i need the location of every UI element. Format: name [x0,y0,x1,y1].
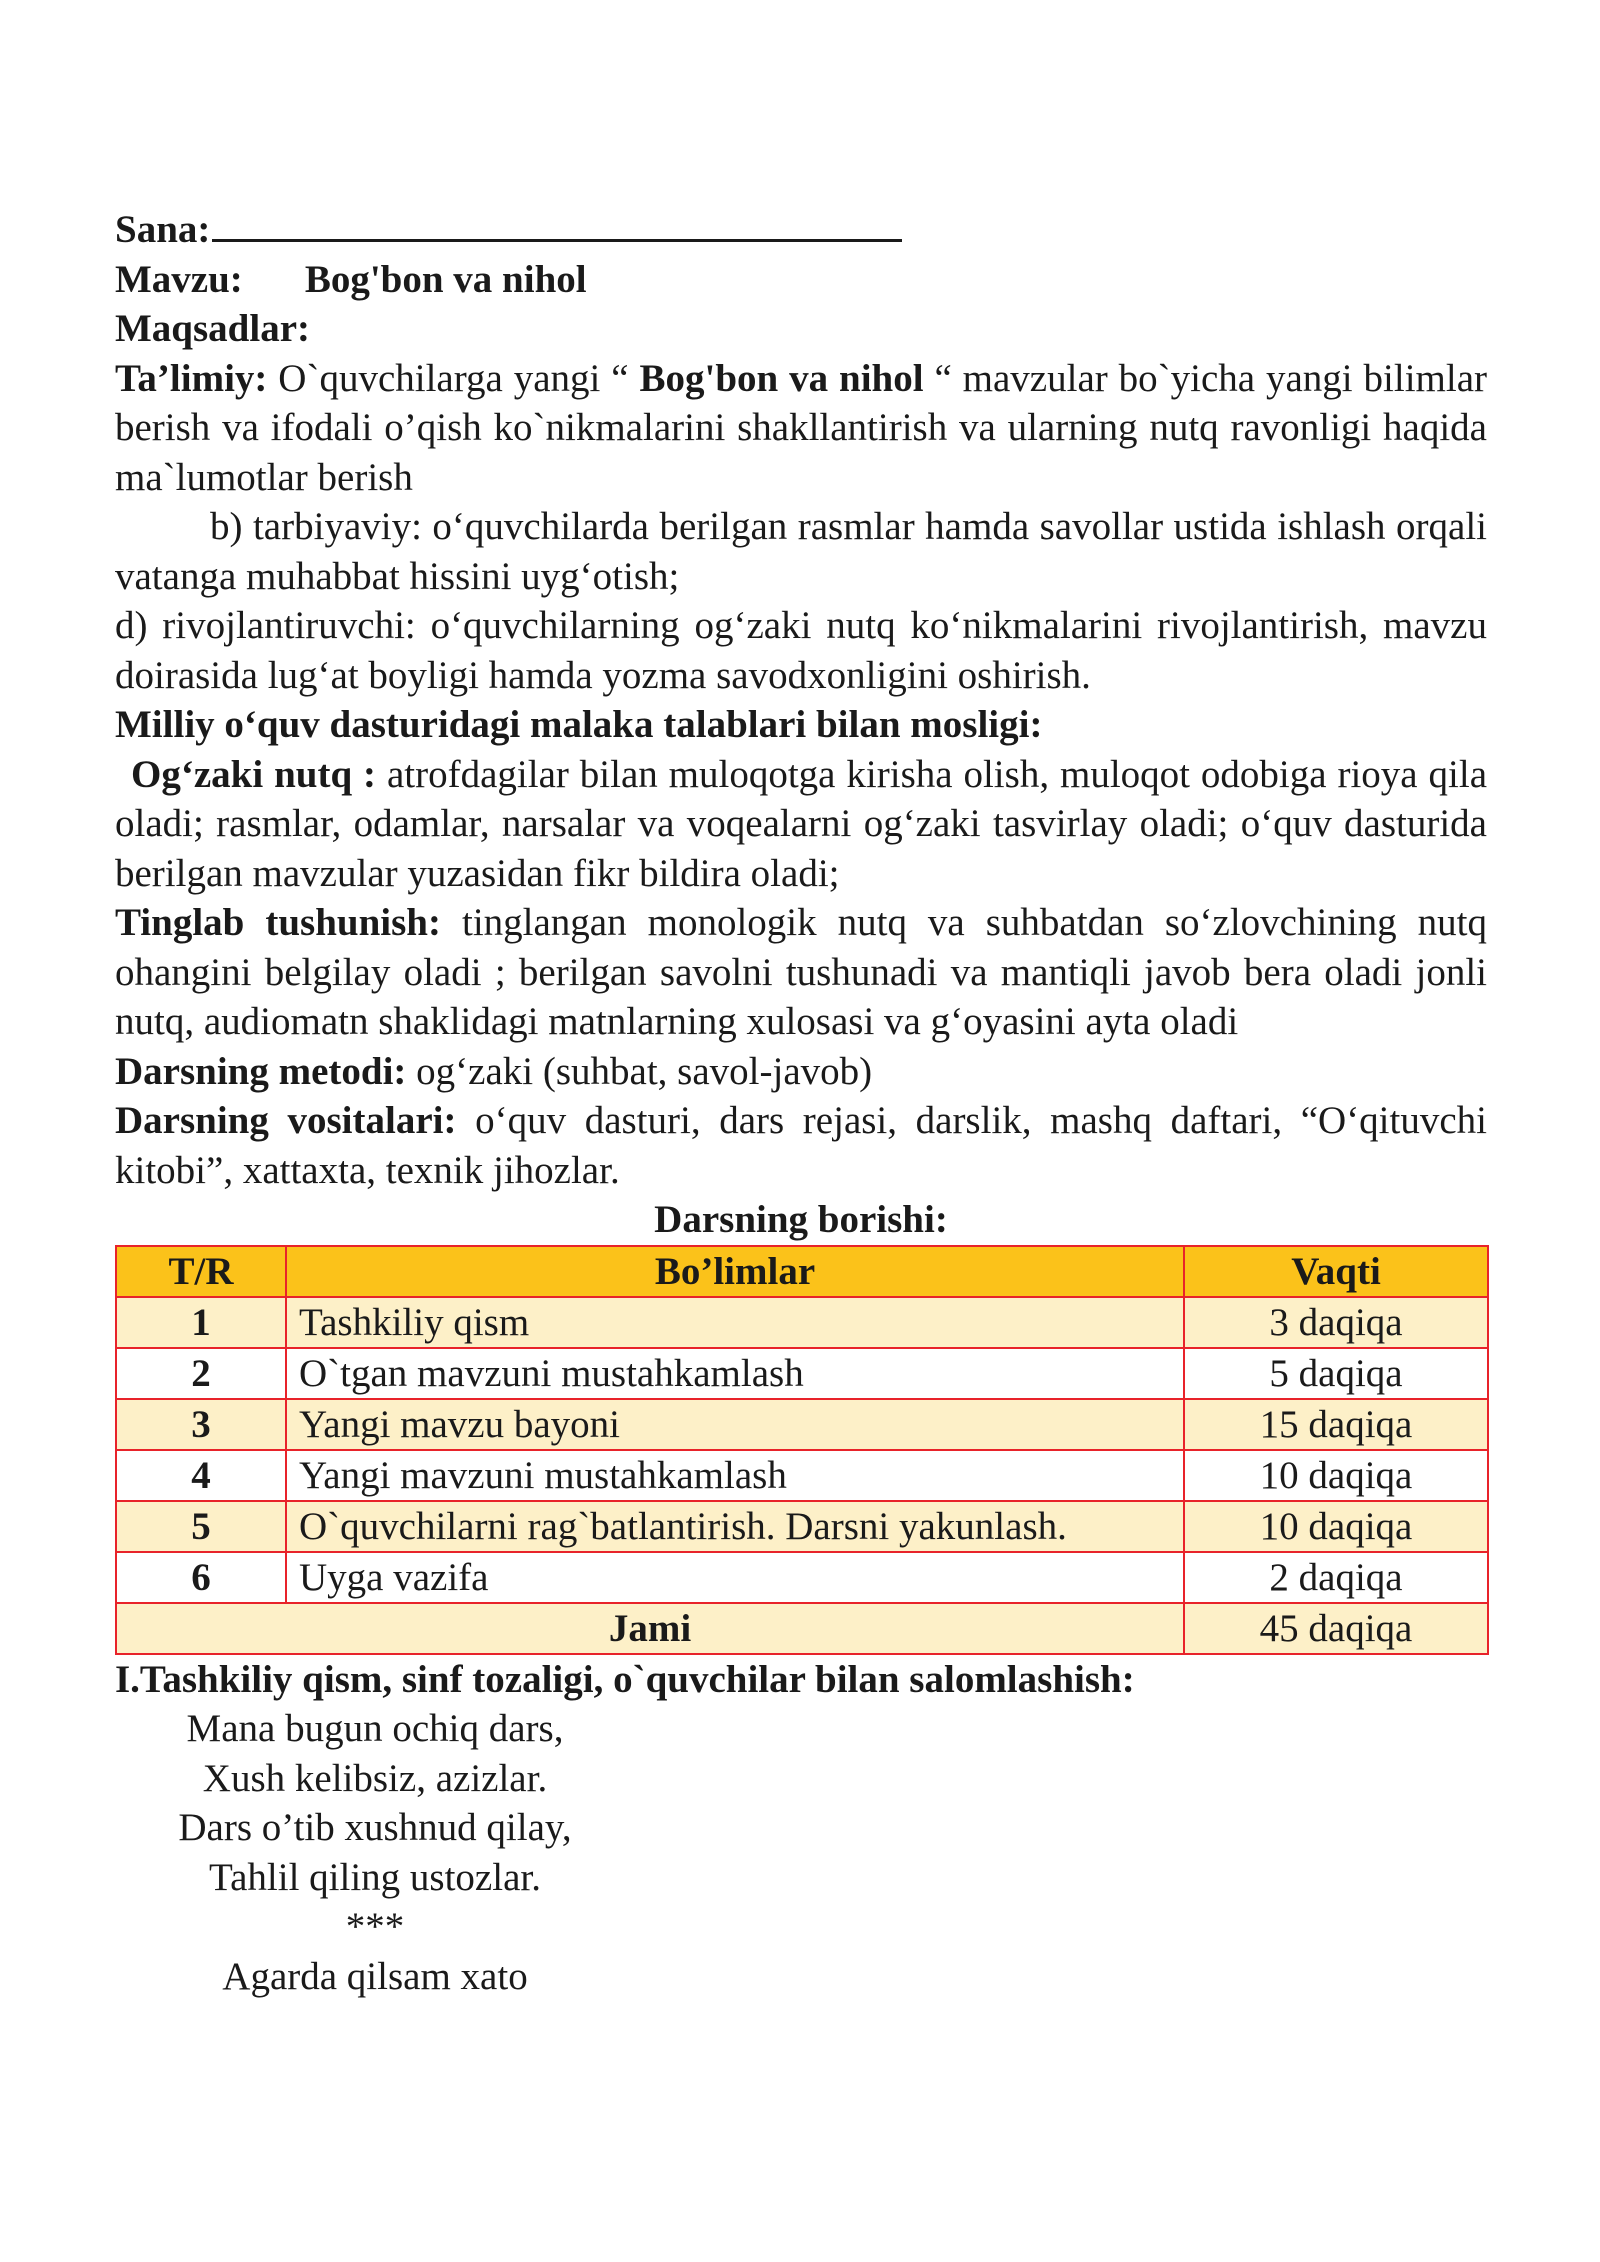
talimiy-post: “ mavzular bo`yicha yangi bilimlar berish va ifodali o’qish ko`nikmalarini shakllantirish va ularning nutq ravonligi haqida ma`lumotlar berish [115,356,1487,499]
metodi-paragraph [115,1047,1487,1097]
row-number: 5 [116,1501,286,1552]
row-time: 10 daqiqa [1184,1501,1488,1552]
mavzu-label: Mavzu: [115,257,243,301]
plan-title [115,1195,1487,1245]
table-row [116,1552,1488,1603]
row-section: Yangi mavzu bayoni [286,1399,1184,1450]
row-section: Uyga vazifa [286,1552,1184,1603]
table-row [116,1501,1488,1552]
section1-heading-text: I.Tashkiliy qism, sinf tozaligi, o`quvchilar bilan salomlashish: [115,1657,1135,1701]
sana-label: Sana: [115,208,211,251]
tinglab-paragraph [115,898,1487,1047]
section1-heading [115,1655,1487,1705]
poem-line: Agarda qilsam xato [222,1954,528,1998]
table-header-row [116,1246,1488,1297]
poem-line: Dars o’tib xushnud qilay, [178,1806,572,1849]
table-row [116,1297,1488,1348]
poem-line: Xush kelibsiz, azizlar. [202,1756,548,1800]
ogzaki-paragraph [115,750,1487,899]
row-number: 2 [116,1348,286,1399]
total-time: 45 daqiqa [1184,1603,1488,1654]
row-time: 3 daqiqa [1184,1297,1488,1348]
ogzaki-label: Og‘zaki nutq : [131,752,377,796]
ogzaki-text: atrofdagilar bilan muloqotga kirisha olish, muloqot odobiga rioya qila oladi; rasmlar, odamlar, narsalar va voqealarni og‘zaki tasvirlay oladi; o‘quv dasturida berilgan mavzular yuzasidan fikr bildira oladi; [115,752,1487,895]
talimiy-topic: Bog'bon va nihol [639,356,924,400]
sana-line [115,205,1487,255]
poem-line: Tahlil qiling ustozlar. [209,1855,541,1899]
lesson-plan-table [115,1245,1489,1655]
mavzu-line [115,255,1487,305]
table-row [116,1450,1488,1501]
metodi-text: og‘zaki (suhbat, savol-javob) [406,1049,873,1093]
poem-separator: *** [345,1905,405,1948]
plan-title-text: Darsning borishi: [654,1198,948,1241]
tinglab-text: tinglangan monologik nutq va suhbatdan so‘zlovchining nutq ohangini belgilay oladi ; berilgan savolni tushunadi va mantiqli javob bera oladi jonli nutq, audiomatn shaklidagi matnlarning xulosasi va g‘oyasini ayta oladi [115,901,1487,1043]
talimiy-pre: O`quvchilarga yangi “ [267,356,640,400]
maqsadlar-heading [115,304,1487,354]
poem-line: Mana bugun ochiq dars, [186,1707,564,1750]
talimiy-label: Ta’limiy: [115,356,268,400]
row-number: 4 [116,1450,286,1501]
col-header-time: Vaqti [1184,1246,1488,1297]
row-number: 6 [116,1552,286,1603]
metodi-label: Darsning metodi: [115,1049,407,1093]
poem [115,1704,635,2001]
row-section: O`tgan mavzuni mustahkamlash [286,1348,1184,1399]
table-row [116,1348,1488,1399]
rivojlantiruvchi-paragraph: d) rivojlantiruvchi: o‘quvchilarning og‘zaki nutq ko‘nikmalarini rivojlantirish, mavzu doirasida lug‘at boyligi hamda yozma savodxonligini oshirish. [115,604,1487,697]
tarbiyaviy-paragraph: b) tarbiyaviy: o‘quvchilarda berilgan rasmlar hamda savollar ustida ishlash orqali vatanga muhabbat hissini uyg‘otish; [115,505,1487,598]
col-header-tr: T/R [116,1246,286,1297]
total-label: Jami [116,1603,1184,1654]
row-time: 2 daqiqa [1184,1552,1488,1603]
sana-blank [212,205,902,242]
row-section: Yangi mavzuni mustahkamlash [286,1450,1184,1501]
mavzu-value: Bog'bon va nihol [304,257,587,301]
row-time: 10 daqiqa [1184,1450,1488,1501]
row-time: 5 daqiqa [1184,1348,1488,1399]
table-row [116,1399,1488,1450]
talimiy-paragraph [115,354,1487,503]
vositalari-text: o‘quv dasturi, dars rejasi, darslik, mashq daftari, “O‘qituvchi kitobi”, xattaxta, texnik jihozlar. [115,1099,1488,1192]
row-number: 1 [116,1297,286,1348]
vositalari-paragraph [115,1096,1487,1195]
vositalari-label: Darsning vositalari: [115,1099,457,1142]
maqsadlar-label: Maqsadlar: [115,307,310,350]
row-section: Tashkiliy qism [286,1297,1184,1348]
row-number: 3 [116,1399,286,1450]
row-time: 15 daqiqa [1184,1399,1488,1450]
standards-heading [115,700,1487,750]
row-section: O`quvchilarni rag`batlantirish. Darsni yakunlash. [286,1501,1184,1552]
standards-heading-text: Milliy o‘quv dasturidagi malaka talablari bilan mosligi: [115,703,1043,746]
table-total-row [116,1603,1488,1654]
lesson-plan-page [115,205,1487,2001]
tinglab-label: Tinglab tushunish: [115,901,441,944]
col-header-sections: Bo’limlar [286,1246,1184,1297]
